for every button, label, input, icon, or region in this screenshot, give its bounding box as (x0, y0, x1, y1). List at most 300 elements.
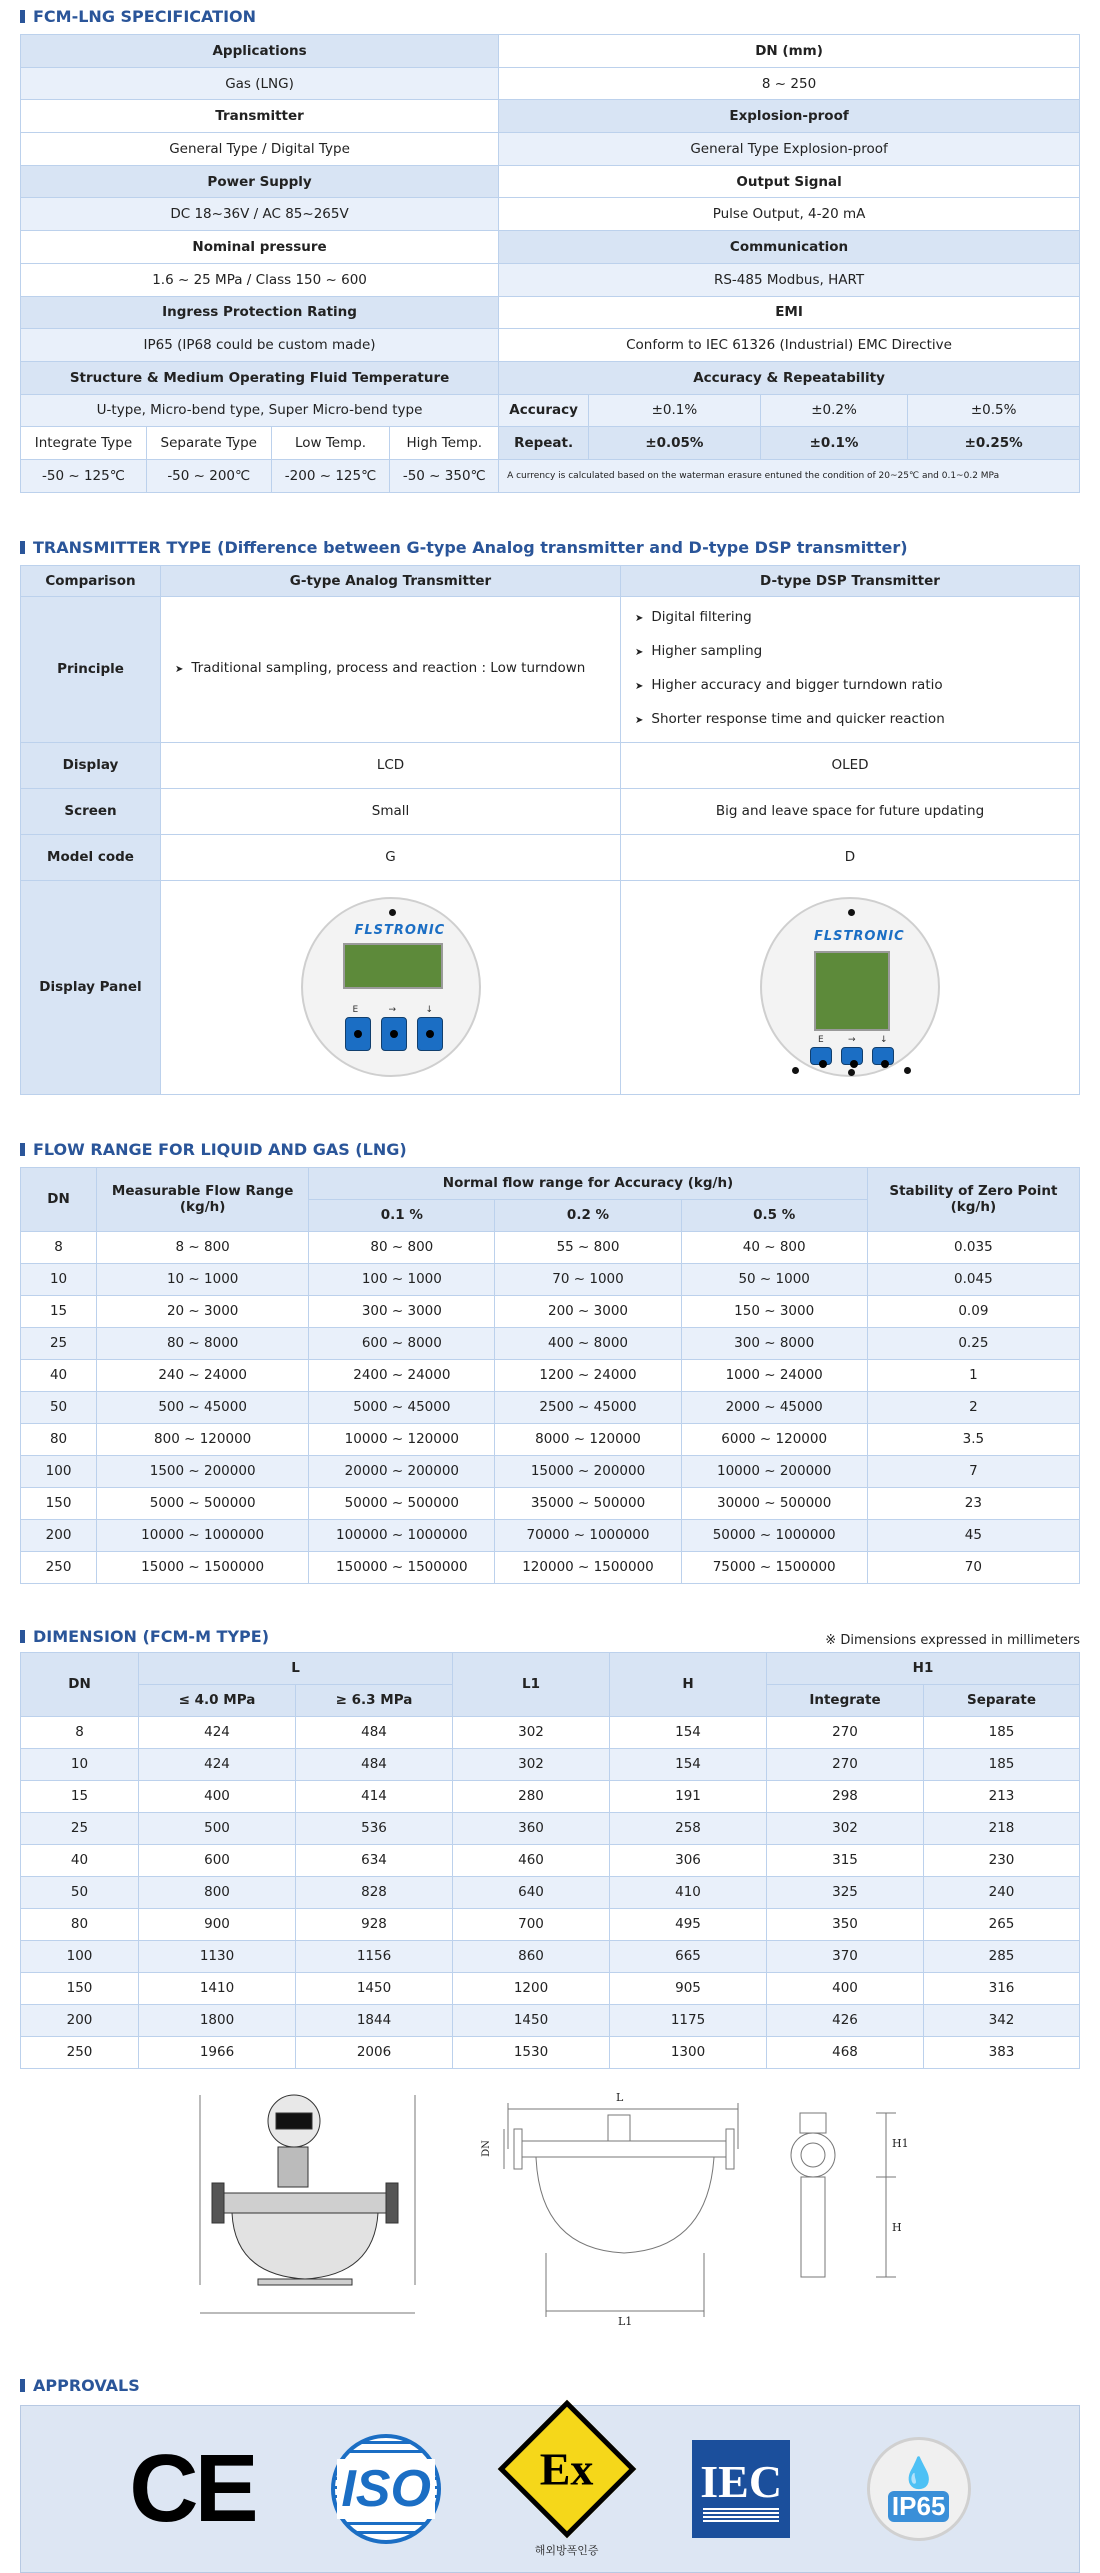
key-label-e: E (818, 1035, 824, 1046)
spec-value-right: 8 ~ 250 (499, 67, 1080, 100)
dim-cell: 370 (767, 1940, 924, 1972)
flow-cell: 200 (21, 1519, 97, 1551)
dim-cell: 80 (21, 1908, 139, 1940)
temp-value: -50 ~ 200℃ (146, 459, 271, 492)
dim-cell: 1410 (139, 1972, 296, 2004)
dim-cell: 640 (453, 1876, 610, 1908)
flow-cell: 0.25 (867, 1327, 1079, 1359)
dim-cell: 230 (924, 1844, 1080, 1876)
flow-cell: 35000 ~ 500000 (495, 1487, 681, 1519)
screw-icon (389, 909, 396, 916)
display-panel-label: Display Panel (21, 880, 161, 1094)
flow-cell: 15000 ~ 200000 (495, 1455, 681, 1487)
screw-icon (904, 1067, 911, 1074)
key-arrow-icon (381, 1017, 407, 1051)
flow-cell: 0.045 (867, 1263, 1079, 1295)
flow-cell: 40 (21, 1359, 97, 1391)
drawing-label-l: L (616, 2090, 624, 2104)
dim-cell: 302 (453, 1748, 610, 1780)
flow-h-acc-05: 0.5 % (681, 1199, 867, 1231)
dim-h-h1: H1 (767, 1652, 1080, 1684)
flow-cell: 15000 ~ 1500000 (97, 1551, 309, 1583)
flow-cell: 45 (867, 1519, 1079, 1551)
dim-cell: 860 (453, 1940, 610, 1972)
dim-cell: 484 (296, 1716, 453, 1748)
temp-value: -50 ~ 125℃ (21, 459, 147, 492)
key-label-arrow: → (848, 1035, 856, 1046)
dim-cell: 1300 (610, 2036, 767, 2068)
flow-cell: 10000 ~ 1000000 (97, 1519, 309, 1551)
dim-cell: 665 (610, 1940, 767, 1972)
dim-cell: 240 (924, 1876, 1080, 1908)
dim-cell: 325 (767, 1876, 924, 1908)
dim-cell: 828 (296, 1876, 453, 1908)
principle-d-item: ➤ Higher sampling (635, 635, 1075, 669)
table-row (21, 1423, 1080, 1455)
flow-cell: 50 ~ 1000 (681, 1263, 867, 1295)
dim-cell: 213 (924, 1780, 1080, 1812)
flow-cell: 50000 ~ 1000000 (681, 1519, 867, 1551)
iec-lines-icon (703, 2508, 779, 2522)
dim-cell: 468 (767, 2036, 924, 2068)
table-row (21, 1876, 1080, 1908)
dim-cell: 1156 (296, 1940, 453, 1972)
dim-cell: 8 (21, 1716, 139, 1748)
flow-cell: 8 (21, 1231, 97, 1263)
key-label-down: ↓ (425, 1005, 434, 1016)
dim-h-l-low: ≤ 4.0 MPa (139, 1684, 296, 1716)
dimension-title (20, 1627, 269, 1646)
flow-cell: 0.035 (867, 1231, 1079, 1263)
dim-cell: 900 (139, 1908, 296, 1940)
dim-cell: 200 (21, 2004, 139, 2036)
flow-h-normal: Normal flow range for Accuracy (kg/h) (309, 1167, 868, 1199)
spec-header-right: EMI (499, 296, 1080, 329)
flow-h-zero: Stability of Zero Point (kg/h) (867, 1167, 1079, 1231)
dim-cell: 414 (296, 1780, 453, 1812)
flow-h-range: Measurable Flow Range (kg/h) (97, 1167, 309, 1231)
dim-cell: 342 (924, 2004, 1080, 2036)
flow-cell: 75000 ~ 1500000 (681, 1551, 867, 1583)
flow-cell: 300 ~ 8000 (681, 1327, 867, 1359)
table-row (21, 2036, 1080, 2068)
temp-header: High Temp. (390, 427, 499, 460)
ex-logo (518, 2420, 616, 2558)
flow-cell: 500 ~ 45000 (97, 1391, 309, 1423)
dim-cell: 495 (610, 1908, 767, 1940)
spec-value-left: IP65 (IP68 could be custom made) (21, 329, 499, 362)
flow-cell: 80 (21, 1423, 97, 1455)
flow-cell: 250 (21, 1551, 97, 1583)
screw-icon (848, 1069, 855, 1076)
key-down-icon (417, 1017, 443, 1051)
spec-header-left: Transmitter (21, 100, 499, 133)
flow-cell: 1000 ~ 24000 (681, 1359, 867, 1391)
key-arrow-icon (841, 1047, 863, 1065)
accuracy-note: A currency is calculated based on the waterman erasure entuned the condition of 20~25℃ and 0.1~0.2 MPa (499, 459, 1080, 492)
drawing-label-h: H (892, 2220, 902, 2234)
table-row (21, 1716, 1080, 1748)
dim-cell: 928 (296, 1908, 453, 1940)
dim-cell: 350 (767, 1908, 924, 1940)
table-row (21, 1844, 1080, 1876)
key-down-icon (872, 1047, 894, 1065)
transmitter-title-text: TRANSMITTER TYPE (Difference between G-type Analog transmitter and D-type DSP transmitter) (33, 538, 908, 558)
spec-title-text: FCM-LNG SPECIFICATION (33, 6, 257, 26)
approvals-panel (20, 2405, 1080, 2573)
spec-header-left: Power Supply (21, 165, 499, 198)
dim-cell: 800 (139, 1876, 296, 1908)
dim-cell: 484 (296, 1748, 453, 1780)
flow-cell: 50 (21, 1391, 97, 1423)
dim-cell: 383 (924, 2036, 1080, 2068)
drawing-label-dn: DN (480, 2139, 492, 2157)
table-row (21, 1908, 1080, 1940)
table-row (21, 1231, 1080, 1263)
screw-icon (848, 909, 855, 916)
dim-cell: 360 (453, 1812, 610, 1844)
flow-cell: 70 ~ 1000 (495, 1263, 681, 1295)
flow-cell: 23 (867, 1487, 1079, 1519)
dim-cell: 185 (924, 1716, 1080, 1748)
accuracy-label: Accuracy (499, 394, 589, 427)
dim-cell: 265 (924, 1908, 1080, 1940)
table-row (21, 2004, 1080, 2036)
ip65-logo (867, 2437, 971, 2541)
key-label-down: ↓ (880, 1035, 888, 1046)
dim-cell: 424 (139, 1716, 296, 1748)
iec-logo (692, 2440, 790, 2538)
dim-cell: 298 (767, 1780, 924, 1812)
spec-header-right: Explosion-proof (499, 100, 1080, 133)
display-g: LCD (161, 742, 621, 788)
dim-cell: 10 (21, 1748, 139, 1780)
dim-cell: 1200 (453, 1972, 610, 2004)
table-row (21, 1972, 1080, 2004)
table-row (21, 1780, 1080, 1812)
dim-h-h1-separate: Separate (924, 1684, 1080, 1716)
model-code-label: Model code (21, 834, 161, 880)
table-row (21, 1487, 1080, 1519)
flow-cell: 40 ~ 800 (681, 1231, 867, 1263)
structure-header: Structure & Medium Operating Fluid Temperature (21, 361, 499, 394)
dim-cell: 1530 (453, 2036, 610, 2068)
dim-cell: 185 (924, 1748, 1080, 1780)
dim-cell: 280 (453, 1780, 610, 1812)
ex-caption: 해외방폭인증 (534, 2543, 599, 2557)
flow-cell: 0.09 (867, 1295, 1079, 1327)
flow-cell: 80 ~ 8000 (97, 1327, 309, 1359)
temp-value: -200 ~ 125℃ (271, 459, 390, 492)
principle-label: Principle (21, 596, 161, 742)
oled-screen (814, 951, 890, 1031)
dim-h-dn: DN (21, 1652, 139, 1716)
table-row (21, 1748, 1080, 1780)
flow-h-dn: DN (21, 1167, 97, 1231)
dim-cell: 400 (139, 1780, 296, 1812)
flow-cell: 50000 ~ 500000 (309, 1487, 495, 1519)
flow-title (20, 1135, 1080, 1165)
section-bullet-icon (20, 10, 25, 23)
display-label: Display (21, 742, 161, 788)
flow-cell: 2 (867, 1391, 1079, 1423)
flow-cell: 100 (21, 1455, 97, 1487)
dim-cell: 500 (139, 1812, 296, 1844)
dim-cell: 154 (610, 1716, 767, 1748)
model-code-d: D (621, 834, 1080, 880)
drawing-label-h1: H1 (892, 2136, 909, 2150)
flow-cell: 10 ~ 1000 (97, 1263, 309, 1295)
transmitter-table (20, 565, 1080, 1095)
principle-d-item: ➤ Shorter response time and quicker reaction (635, 703, 1075, 737)
temp-header: Separate Type (146, 427, 271, 460)
flow-cell: 100000 ~ 1000000 (309, 1519, 495, 1551)
repeat-value: ±0.25% (908, 427, 1080, 460)
dim-h-h1-integrate: Integrate (767, 1684, 924, 1716)
spec-value-left: DC 18~36V / AC 85~265V (21, 198, 499, 231)
th-d-type: D-type DSP Transmitter (621, 565, 1080, 596)
section-bullet-icon (20, 2379, 25, 2392)
th-g-type: G-type Analog Transmitter (161, 565, 621, 596)
flow-cell: 15 (21, 1295, 97, 1327)
meter-photo (212, 2095, 398, 2285)
dimension-title-text: DIMENSION (FCM-M TYPE) (33, 1627, 270, 1647)
dim-cell: 191 (610, 1780, 767, 1812)
flow-cell: 800 ~ 120000 (97, 1423, 309, 1455)
ce-logo: CE (129, 2434, 255, 2542)
principle-d-item: ➤ Digital filtering (635, 601, 1075, 635)
flow-cell: 70000 ~ 1000000 (495, 1519, 681, 1551)
spec-header-left: Ingress Protection Rating (21, 296, 499, 329)
model-code-g: G (161, 834, 621, 880)
ip65-text: IP65 (888, 2491, 950, 2522)
flow-cell: 20 ~ 3000 (97, 1295, 309, 1327)
dim-cell: 270 (767, 1716, 924, 1748)
dim-cell: 1450 (296, 1972, 453, 2004)
dim-cell: 536 (296, 1812, 453, 1844)
key-e-icon (345, 1017, 371, 1051)
dim-cell: 1130 (139, 1940, 296, 1972)
screen-label: Screen (21, 788, 161, 834)
flow-cell: 10000 ~ 200000 (681, 1455, 867, 1487)
dim-cell: 285 (924, 1940, 1080, 1972)
dim-cell: 15 (21, 1780, 139, 1812)
flow-cell: 5000 ~ 500000 (97, 1487, 309, 1519)
flow-cell: 5000 ~ 45000 (309, 1391, 495, 1423)
flow-title-text: FLOW RANGE FOR LIQUID AND GAS (LNG) (33, 1140, 407, 1160)
screen-d: Big and leave space for future updating (621, 788, 1080, 834)
dimension-note: ※ Dimensions expressed in millimeters (825, 1633, 1080, 1649)
flow-cell: 2400 ~ 24000 (309, 1359, 495, 1391)
flow-cell: 6000 ~ 120000 (681, 1423, 867, 1455)
dim-cell: 634 (296, 1844, 453, 1876)
dim-cell: 400 (767, 1972, 924, 2004)
flow-h-acc-01: 0.1 % (309, 1199, 495, 1231)
flow-cell: 30000 ~ 500000 (681, 1487, 867, 1519)
dim-cell: 1450 (453, 2004, 610, 2036)
iec-text: IEC (700, 2456, 783, 2508)
flow-cell: 80 ~ 800 (309, 1231, 495, 1263)
spec-value-left: Gas (LNG) (21, 67, 499, 100)
flow-cell: 2000 ~ 45000 (681, 1391, 867, 1423)
screw-icon (792, 1067, 799, 1074)
temp-header: Integrate Type (21, 427, 147, 460)
dimension-drawings (20, 2089, 1080, 2339)
table-row (21, 1812, 1080, 1844)
flow-cell: 8 ~ 800 (97, 1231, 309, 1263)
dim-cell: 315 (767, 1844, 924, 1876)
spec-header-right: Output Signal (499, 165, 1080, 198)
drawing-label-l1: L1 (618, 2314, 633, 2328)
dim-cell: 100 (21, 1940, 139, 1972)
dim-cell: 25 (21, 1812, 139, 1844)
dim-cell: 905 (610, 1972, 767, 2004)
dim-cell: 316 (924, 1972, 1080, 2004)
temp-header: Low Temp. (271, 427, 390, 460)
dim-cell: 1966 (139, 2036, 296, 2068)
dim-cell: 218 (924, 1812, 1080, 1844)
dim-cell: 410 (610, 1876, 767, 1908)
spec-header-left: Nominal pressure (21, 231, 499, 264)
dim-cell: 1844 (296, 2004, 453, 2036)
spec-value-right: RS-485 Modbus, HART (499, 263, 1080, 296)
dim-cell: 1175 (610, 2004, 767, 2036)
meter-front-drawing (504, 2103, 738, 2317)
display-d: OLED (621, 742, 1080, 788)
flow-cell: 55 ~ 800 (495, 1231, 681, 1263)
spec-value-left: 1.6 ~ 25 MPa / Class 150 ~ 600 (21, 263, 499, 296)
flow-cell: 150000 ~ 1500000 (309, 1551, 495, 1583)
flow-cell: 70 (867, 1551, 1079, 1583)
spec-value-right: Conform to IEC 61326 (Industrial) EMC Directive (499, 329, 1080, 362)
dim-cell: 154 (610, 1748, 767, 1780)
flow-cell: 150 ~ 3000 (681, 1295, 867, 1327)
dim-cell: 258 (610, 1812, 767, 1844)
spec-table (20, 34, 1080, 493)
flow-cell: 3.5 (867, 1423, 1079, 1455)
flow-cell: 200 ~ 3000 (495, 1295, 681, 1327)
repeat-label: Repeat. (499, 427, 589, 460)
approvals-title (20, 2371, 1080, 2401)
lcd-screen (343, 943, 443, 989)
repeat-value: ±0.05% (589, 427, 761, 460)
dim-cell: 50 (21, 1876, 139, 1908)
g-type-panel-image (301, 897, 481, 1077)
meter-drawing-svg (20, 2089, 1080, 2339)
flow-h-acc-02: 0.2 % (495, 1199, 681, 1231)
dim-cell: 306 (610, 1844, 767, 1876)
spec-header-left: Applications (21, 35, 499, 68)
accuracy-value: ±0.2% (760, 394, 908, 427)
accuracy-value: ±0.1% (589, 394, 761, 427)
brand-logo: FLSTRONIC (814, 929, 905, 945)
structure-types: U-type, Micro-bend type, Super Micro-bend type (21, 394, 499, 427)
dim-cell: 460 (453, 1844, 610, 1876)
table-row (21, 1295, 1080, 1327)
principle-g-item: ➤ Traditional sampling, process and reaction : Low turndown (175, 652, 616, 686)
section-bullet-icon (20, 1143, 25, 1156)
flow-cell: 120000 ~ 1500000 (495, 1551, 681, 1583)
table-row (21, 1391, 1080, 1423)
dim-cell: 426 (767, 2004, 924, 2036)
key-e-icon (810, 1047, 832, 1065)
flow-cell: 150 (21, 1487, 97, 1519)
dim-cell: 2006 (296, 2036, 453, 2068)
iso-text: ISO (337, 2459, 435, 2519)
accuracy-header: Accuracy & Repeatability (499, 361, 1080, 394)
dim-cell: 1800 (139, 2004, 296, 2036)
table-row (21, 1551, 1080, 1583)
flow-cell: 10000 ~ 120000 (309, 1423, 495, 1455)
flow-cell: 20000 ~ 200000 (309, 1455, 495, 1487)
table-row (21, 1455, 1080, 1487)
dim-h-l: L (139, 1652, 453, 1684)
spec-header-right: DN (mm) (499, 35, 1080, 68)
spec-title (20, 0, 1080, 30)
flow-cell: 240 ~ 24000 (97, 1359, 309, 1391)
flow-cell: 1 (867, 1359, 1079, 1391)
accuracy-value: ±0.5% (908, 394, 1080, 427)
dim-cell: 424 (139, 1748, 296, 1780)
flow-cell: 300 ~ 3000 (309, 1295, 495, 1327)
table-row (21, 1263, 1080, 1295)
dim-cell: 700 (453, 1908, 610, 1940)
dimension-table (20, 1652, 1080, 2069)
dim-cell: 270 (767, 1748, 924, 1780)
principle-d-item: ➤ Higher accuracy and bigger turndown ratio (635, 669, 1075, 703)
water-drops-icon: 💧 (899, 2455, 938, 2491)
iso-logo (331, 2434, 441, 2544)
table-row (21, 1327, 1080, 1359)
section-bullet-icon (20, 1630, 25, 1643)
spec-value-right: Pulse Output, 4-20 mA (499, 198, 1080, 231)
dim-h-l-high: ≥ 6.3 MPa (296, 1684, 453, 1716)
flow-cell: 1200 ~ 24000 (495, 1359, 681, 1391)
flow-cell: 25 (21, 1327, 97, 1359)
dim-cell: 40 (21, 1844, 139, 1876)
key-label-arrow: → (388, 1005, 397, 1016)
screen-g: Small (161, 788, 621, 834)
table-row (21, 1519, 1080, 1551)
temp-value: -50 ~ 350℃ (390, 459, 499, 492)
spec-header-right: Communication (499, 231, 1080, 264)
meter-side-drawing (791, 2113, 896, 2277)
dim-h-l1: L1 (453, 1652, 610, 1716)
dim-cell: 600 (139, 1844, 296, 1876)
table-row (21, 1940, 1080, 1972)
d-type-panel-image (760, 897, 940, 1077)
th-comparison: Comparison (21, 565, 161, 596)
flow-cell: 600 ~ 8000 (309, 1327, 495, 1359)
key-label-e: E (352, 1005, 359, 1016)
approvals-title-text: APPROVALS (33, 2376, 140, 2396)
dim-cell: 302 (453, 1716, 610, 1748)
flow-cell: 7 (867, 1455, 1079, 1487)
brand-logo: FLSTRONIC (354, 923, 446, 939)
dim-h-h: H (610, 1652, 767, 1716)
flow-cell: 10 (21, 1263, 97, 1295)
repeat-value: ±0.1% (760, 427, 908, 460)
flow-cell: 1500 ~ 200000 (97, 1455, 309, 1487)
dim-cell: 302 (767, 1812, 924, 1844)
transmitter-title (20, 533, 1080, 563)
dim-cell: 150 (21, 1972, 139, 2004)
spec-value-left: General Type / Digital Type (21, 133, 499, 166)
flow-cell: 400 ~ 8000 (495, 1327, 681, 1359)
section-bullet-icon (20, 541, 25, 554)
flow-cell: 8000 ~ 120000 (495, 1423, 681, 1455)
spec-value-right: General Type Explosion-proof (499, 133, 1080, 166)
